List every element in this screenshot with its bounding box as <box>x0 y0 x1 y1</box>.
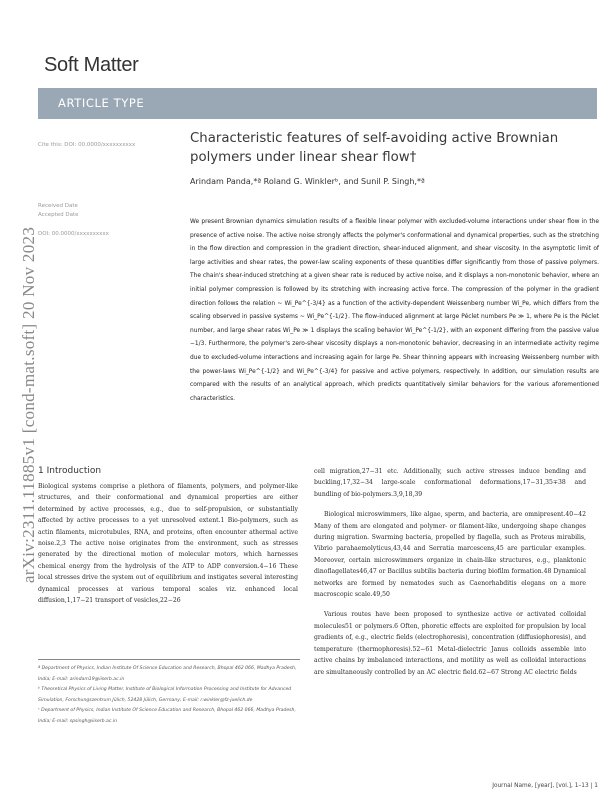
received-date: Received Date <box>38 203 78 209</box>
footnotes <box>38 664 298 727</box>
page-footer: Journal Name, [year], [vol.], 1–13 | 1 <box>492 783 598 789</box>
paragraph: Various routes have been proposed to synthesize active or activated colloidal molecules51 or polymers.6 Often, phoretic effects are exploited for propulsion by local gradients of, e.g., electric fields (electrophoresis), concentration (diffusiophoresis), and temperature (thermophoresis).52−61 Metal-dielectric Janus colloids assemble into active chains by imbalanced interactions, and motility as well as colloidal interactions are simultaneously controlled by an AC electric field.62−67 Strong AC electric fields <box>314 611 586 676</box>
abstract: We present Brownian dynamics simulation results of a flexible linear polymer with excluded-volume interactions under shear flow in the presence of active noise. The active noise strongly affects the polymer's conformational and dynamical properties, such as the stretching in the flow direction and compression in the gradient direction, shear-induced alignment, and shear viscosity. In the asymptotic limit of large activities and shear rates, the power-law scaling exponents of these quantities differ significantly from those of passive polymers. The chain's shear-induced stretching at a given shear rate is reduced by active noise, and it displays a non-monotonic behavior, where an initial polymer compression is followed by its stretching with increasing active force. The compression of the polymer in the gradient direction follows the relation ~ Wi_Pe^{-3/4} as a function of the activity-dependent Weissenberg number Wi_Pe, which differs from the scaling observed in passive systems ~ Wi_Pe^{-1/2}. The flow-induced alignment at large Péclet numbers Pe ≫ 1, where Pe is the Péclet number, and large shear rates Wi_Pe ≫ 1 displays the scaling behavior Wi_Pe^{-1/2}, with an exponent differing from the passive value −1/3. Furthermore, the polymer's zero-shear viscosity displays a non-monotonic behavior, decreasing in an intermediate activity regime due to excluded-volume interactions and increasing again for large Pe. Shear thinning appears with increasing Weissenberg number with the power-laws Wi_Pe^{-1/2} and Wi_Pe^{-3/4} for passive and active polymers, respectively. In addition, our simulation results are compared with the results of an analytical approach, which predicts quantitatively similar behaviors for the various aforementioned characteristics. <box>190 219 599 402</box>
paragraph: Biological microswimmers, like algae, sperm, and bacteria, are omnipresent.40−42 Many of them are elongated and polymer- or filament-like, undergoing shape changes during migration. Swarming bacteria, propelled by flagella, such as Proteus mirabilis, Vibrio parahaemolyticus,43,44 and Serratia marcescens,45 are particular examples. Moreover, certain microswimmers organize in chain-like structures, e.g., planktonic dinoflagellates46,47 or Bacillus subtilis bacteria during biofilm formation.48 Dynamical networks are formed by nematodes such as Caenorhabditis elegans on a more macroscopic scale.49,50 <box>314 511 586 599</box>
doi-line: DOI: 00.0000/xxxxxxxxxx <box>38 231 109 237</box>
column-right-body <box>314 466 586 678</box>
paper-title: Characteristic features of self-avoiding active Brownian polymers under linear shear flow† <box>190 131 559 165</box>
arxiv-id: arXiv:2311.11885v1 [cond-mat.soft] 20 Nov 2023 <box>19 226 38 584</box>
accepted-date: Accepted Date <box>38 212 79 218</box>
footnote-rule <box>38 659 300 660</box>
footnote-c: ᶜ Department of Physics, Indian Institute Of Science Education and Research, Bhopal 462 066, Madhya Pradesh, India; E-mail: spsingh@iiserb.ac.in <box>38 708 296 724</box>
section-heading: 1 Introduction <box>38 466 102 476</box>
journal-name: Soft Matter <box>44 54 139 76</box>
column-left-body: Biological systems comprise a plethora of filaments, polymers, and polymer-like structures, and their conformational and dynamical properties are either determined by active processes, e.g., due to self-propulsion, or substantially affected by active processes to a yet unresolved extent.1 Bio-polymers, such as actin filaments, microtubules, RNA, and proteins, often encounter athermal active noise.2,3 The active noise originates from the environment, such as stresses generated by the directional motion of molecular motors, which harnesses chemical energy from the hydrolysis of the ATP to ADP conversion.4−16 These local stresses drive the system out of equilibrium and instigates several interesting dynamical processes at various temporal scales viz. enhanced local diffusion,1,17−21 transport of vesicles,22−26 <box>38 483 298 605</box>
footnote-a: ª Department of Physics, Indian Institute Of Science Education and Research, Bhopal 462 066, Madhya Pradesh, India; E-mail: arindam19@iiserb.ac.in <box>38 666 297 682</box>
footnote-b: ᵇ Theoretical Physics of Living Matter, Institute of Biological Information Processing and Institute for Advanced Simulation, Forschungszentrum Jülich, 52428 Jülich, Germany; E-mail: r.winkler@fz-juelich.de <box>38 687 292 703</box>
article-type-label: ARTICLE TYPE <box>58 96 145 110</box>
author-list: Arindam Panda,*ª Roland G. Winklerᵇ, and Sunil P. Singh,*ª <box>190 177 425 186</box>
arxiv-stamp <box>18 189 40 621</box>
paragraph: cell migration,27−31 etc. Additionally, such active stresses induce bending and buckling,17,32−34 large-scale conformational deformations,17−31,35∓38 and bundling of bio-polymers.3,9,18,39 <box>314 468 586 498</box>
cite-line: Cite this: DOI: 00.0000/xxxxxxxxxx <box>38 142 136 148</box>
article-type-banner <box>38 88 597 119</box>
